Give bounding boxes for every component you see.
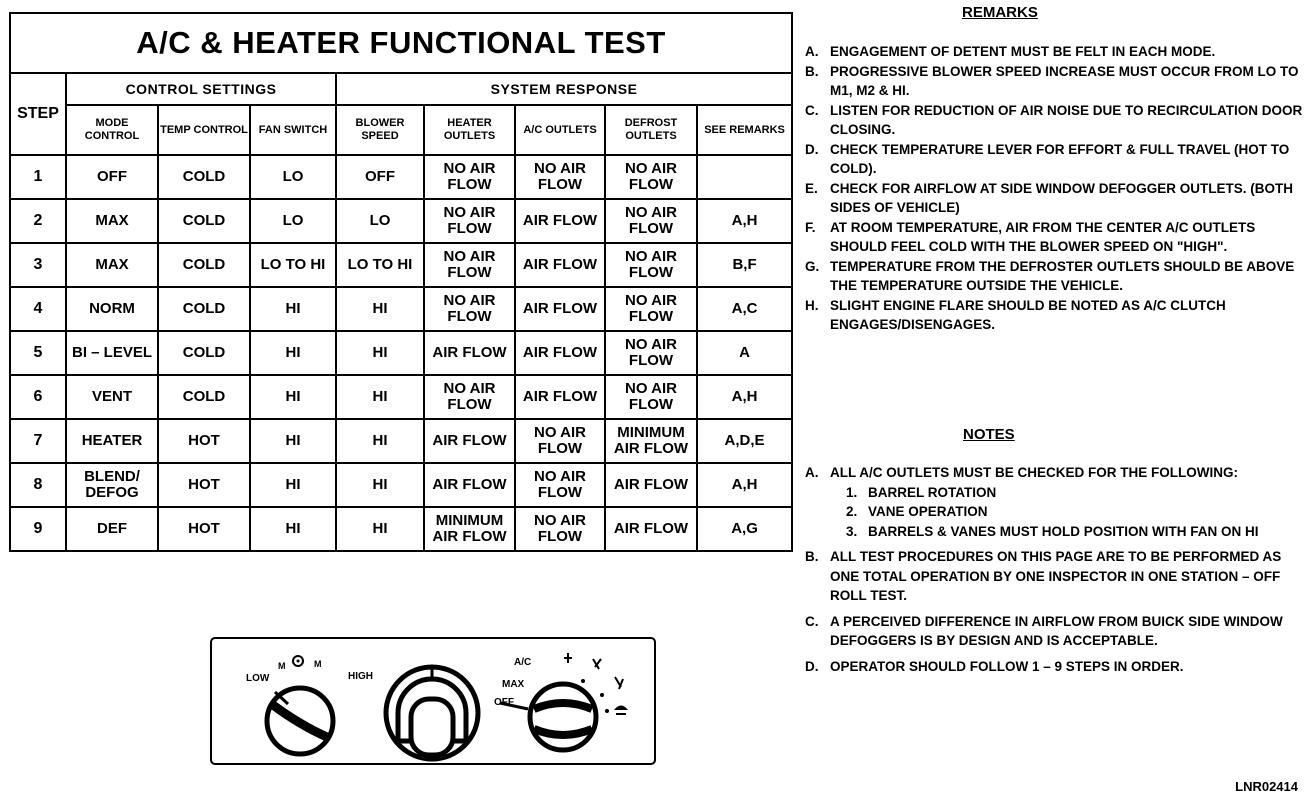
- note-subitem: [830, 522, 1305, 542]
- table-cell: HI: [336, 507, 424, 551]
- note-text: OPERATOR SHOULD FOLLOW 1 – 9 STEPS IN ORDER.: [830, 658, 1184, 674]
- note-subitem-text: VANE OPERATION: [868, 504, 988, 519]
- temperature-knob: [386, 667, 478, 759]
- table-cell: COLD: [158, 199, 250, 243]
- note-subitem-text: BARREL ROTATION: [868, 484, 997, 500]
- remark-item: [805, 42, 1305, 62]
- table-cell: A,H: [697, 199, 792, 243]
- table-cell: AIR FLOW: [424, 331, 515, 375]
- note-item: [805, 547, 1305, 606]
- table-row: [10, 419, 792, 463]
- table-cell: NO AIR FLOW: [605, 375, 697, 419]
- remark-item: [805, 62, 1305, 101]
- table-cell: HI: [336, 419, 424, 463]
- remark-text: CHECK FOR AIRFLOW AT SIDE WINDOW DEFOGGER OUTLETS. (BOTH SIDES OF VEHICLE): [830, 180, 1293, 215]
- table-cell: MAX: [66, 199, 158, 243]
- table-cell: NO AIR FLOW: [515, 507, 605, 551]
- table-cell: NO AIR FLOW: [424, 287, 515, 331]
- table-cell: NO AIR FLOW: [605, 199, 697, 243]
- table-cell: MAX: [66, 243, 158, 287]
- note-text: ALL A/C OUTLETS MUST BE CHECKED FOR THE FOLLOWING:: [830, 465, 1238, 480]
- table-cell: HI: [250, 463, 336, 507]
- table-cell: COLD: [158, 287, 250, 331]
- note-letter: A.: [805, 465, 819, 480]
- fan-label-m1: M: [278, 661, 286, 671]
- table-cell: AIR FLOW: [424, 463, 515, 507]
- table-cell: NO AIR FLOW: [515, 155, 605, 199]
- table-cell: NO AIR FLOW: [605, 243, 697, 287]
- table-cell: HEATER: [66, 419, 158, 463]
- table-cell: COLD: [158, 155, 250, 199]
- remark-item: [805, 101, 1305, 140]
- note-subitem-text: BARRELS & VANES MUST HOLD POSITION WITH FAN ON HI: [868, 523, 1259, 539]
- table-cell: NO AIR FLOW: [515, 463, 605, 507]
- remark-text: PROGRESSIVE BLOWER SPEED INCREASE MUST OCCUR FROM LO TO M1, M2 & HI.: [830, 63, 1299, 98]
- note-subitem-number: 1.: [846, 484, 858, 500]
- remark-text: AT ROOM TEMPERATURE, AIR FROM THE CENTER A/C OUTLETS SHOULD FEEL COLD WITH THE BLOWER SPEED ON "HIGH".: [830, 219, 1256, 254]
- note-letter: C.: [805, 613, 819, 629]
- table-cell: MINIMUM AIR FLOW: [605, 419, 697, 463]
- mode-label-off: OFF: [494, 697, 514, 708]
- table-cell: HI: [336, 331, 424, 375]
- table-row: [10, 331, 792, 375]
- column-header: FAN SWITCH: [250, 105, 336, 155]
- table-row: [10, 199, 792, 243]
- table-cell: NO AIR FLOW: [424, 375, 515, 419]
- table-cell: NO AIR FLOW: [424, 155, 515, 199]
- column-header: A/C OUTLETS: [515, 105, 605, 155]
- functional-test-table: [9, 12, 793, 552]
- table-cell: A,C: [697, 287, 792, 331]
- mode-label-ac: A/C: [514, 657, 532, 668]
- table-cell: AIR FLOW: [515, 199, 605, 243]
- step-number: 8: [10, 463, 66, 507]
- page-title: A/C & HEATER FUNCTIONAL TEST: [10, 13, 792, 73]
- note-text: ALL TEST PROCEDURES ON THIS PAGE ARE TO BE PERFORMED AS ONE TOTAL OPERATION BY ONE INSPECTOR IN ONE STATION – OFF ROLL TEST.: [830, 549, 1282, 603]
- step-number: 2: [10, 199, 66, 243]
- note-subitem-number: 2.: [846, 504, 858, 519]
- step-number: 6: [10, 375, 66, 419]
- table-cell: COLD: [158, 331, 250, 375]
- table-cell: DEF: [66, 507, 158, 551]
- column-header: DEFROST OUTLETS: [605, 105, 697, 155]
- table-cell: HI: [250, 507, 336, 551]
- mode-label-max: MAX: [502, 679, 525, 690]
- table-row: [10, 155, 792, 199]
- remark-item: [805, 257, 1305, 296]
- column-header: BLOWER SPEED: [336, 105, 424, 155]
- table-cell: MINIMUM AIR FLOW: [424, 507, 515, 551]
- remark-text: TEMPERATURE FROM THE DEFROSTER OUTLETS SHOULD BE ABOVE THE TEMPERATURE OUTSIDE THE VEHICLE.: [830, 258, 1295, 293]
- remark-letter: B.: [805, 63, 819, 79]
- column-header: SEE REMARKS: [697, 105, 792, 155]
- column-header: TEMP CONTROL: [158, 105, 250, 155]
- remark-item: [805, 140, 1305, 179]
- remark-text: ENGAGEMENT OF DETENT MUST BE FELT IN EACH MODE.: [830, 44, 1216, 59]
- note-item-a: [805, 463, 1305, 541]
- table-cell: HI: [336, 287, 424, 331]
- table-cell: NO AIR FLOW: [515, 419, 605, 463]
- control-panel-illustration: [210, 637, 656, 765]
- table-cell: AIR FLOW: [605, 507, 697, 551]
- note-letter: D.: [805, 658, 819, 674]
- step-number: 5: [10, 331, 66, 375]
- table-cell: HI: [250, 375, 336, 419]
- remark-text: SLIGHT ENGINE FLARE SHOULD BE NOTED AS A/C CLUTCH ENGAGES/DISENGAGES.: [830, 297, 1226, 332]
- table-cell: HOT: [158, 463, 250, 507]
- table-cell: A,D,E: [697, 419, 792, 463]
- table-cell: LO: [250, 199, 336, 243]
- column-header: HEATER OUTLETS: [424, 105, 515, 155]
- remark-text: LISTEN FOR REDUCTION OF AIR NOISE DUE TO RECIRCULATION DOOR CLOSING.: [830, 102, 1303, 137]
- control-settings-header: CONTROL SETTINGS: [66, 73, 336, 105]
- table-cell: NO AIR FLOW: [424, 243, 515, 287]
- table-cell: NORM: [66, 287, 158, 331]
- step-number: 4: [10, 287, 66, 331]
- remark-letter: D.: [805, 141, 819, 157]
- step-number: 7: [10, 419, 66, 463]
- table-cell: NO AIR FLOW: [605, 331, 697, 375]
- table-cell: BI – LEVEL: [66, 331, 158, 375]
- table-cell: AIR FLOW: [515, 331, 605, 375]
- fan-label-high: HIGH: [348, 671, 373, 682]
- remark-text: CHECK TEMPERATURE LEVER FOR EFFORT & FULL TRAVEL (HOT TO COLD).: [830, 141, 1290, 176]
- notes-list: [805, 463, 1305, 676]
- remark-letter: C.: [805, 102, 819, 118]
- remark-item: [805, 218, 1305, 257]
- table-row: [10, 375, 792, 419]
- table-cell: OFF: [66, 155, 158, 199]
- table-cell: AIR FLOW: [424, 419, 515, 463]
- column-header: MODE CONTROL: [66, 105, 158, 155]
- table-cell: A,G: [697, 507, 792, 551]
- table-cell: LO TO HI: [336, 243, 424, 287]
- table-cell: LO TO HI: [250, 243, 336, 287]
- table-row: [10, 287, 792, 331]
- remarks-title: REMARKS: [962, 4, 1038, 21]
- step-number: 9: [10, 507, 66, 551]
- notes-title: NOTES: [963, 426, 1015, 443]
- table-cell: AIR FLOW: [515, 375, 605, 419]
- table-cell: HI: [250, 419, 336, 463]
- table-row: [10, 507, 792, 551]
- step-number: 3: [10, 243, 66, 287]
- table-cell: AIR FLOW: [515, 287, 605, 331]
- fan-label-low: LOW: [246, 673, 270, 684]
- table-cell: HI: [336, 463, 424, 507]
- note-subitem: [830, 483, 1305, 503]
- note-subitem-number: 3.: [846, 523, 858, 539]
- table-cell: NO AIR FLOW: [424, 199, 515, 243]
- table-cell: HI: [250, 287, 336, 331]
- note-item: [805, 612, 1305, 651]
- table-row: [10, 463, 792, 507]
- table-row: [10, 243, 792, 287]
- table-body: [10, 155, 792, 551]
- remark-letter: E.: [805, 180, 818, 196]
- fan-switch-knob: [267, 688, 333, 754]
- figure-code: LNR02414: [1235, 779, 1298, 794]
- remark-item: [805, 296, 1305, 335]
- table-cell: B,F: [697, 243, 792, 287]
- step-header: STEP: [10, 73, 66, 155]
- note-letter: B.: [805, 549, 819, 564]
- remark-letter: F.: [805, 219, 816, 235]
- table-cell: HI: [336, 375, 424, 419]
- table-cell: OFF: [336, 155, 424, 199]
- table-cell: COLD: [158, 375, 250, 419]
- table-cell: A: [697, 331, 792, 375]
- table-cell: VENT: [66, 375, 158, 419]
- table-cell: A,H: [697, 463, 792, 507]
- table-cell: AIR FLOW: [605, 463, 697, 507]
- table-cell: COLD: [158, 243, 250, 287]
- table-cell: [697, 155, 792, 199]
- remark-letter: H.: [805, 297, 819, 313]
- table-cell: AIR FLOW: [515, 243, 605, 287]
- remark-letter: G.: [805, 258, 820, 274]
- fan-label-m2: M: [314, 659, 322, 669]
- note-a-sublist: [830, 483, 1305, 542]
- column-header-row: [10, 105, 792, 155]
- system-response-header: SYSTEM RESPONSE: [336, 73, 792, 105]
- table-cell: HOT: [158, 419, 250, 463]
- note-text: A PERCEIVED DIFFERENCE IN AIRFLOW FROM BUICK SIDE WINDOW DEFOGGERS IS BY DESIGN AND IS ACCEPTABLE.: [830, 613, 1283, 648]
- step-number: 1: [10, 155, 66, 199]
- table-cell: HOT: [158, 507, 250, 551]
- table-cell: LO: [250, 155, 336, 199]
- remarks-list: [805, 42, 1305, 335]
- remark-letter: A.: [805, 44, 819, 59]
- table-cell: A,H: [697, 375, 792, 419]
- remark-item: [805, 179, 1305, 218]
- note-subitem: [830, 502, 1305, 522]
- table-cell: BLEND/ DEFOG: [66, 463, 158, 507]
- table-cell: HI: [250, 331, 336, 375]
- table-cell: NO AIR FLOW: [605, 287, 697, 331]
- note-item: [805, 657, 1305, 677]
- table-cell: NO AIR FLOW: [605, 155, 697, 199]
- table-cell: LO: [336, 199, 424, 243]
